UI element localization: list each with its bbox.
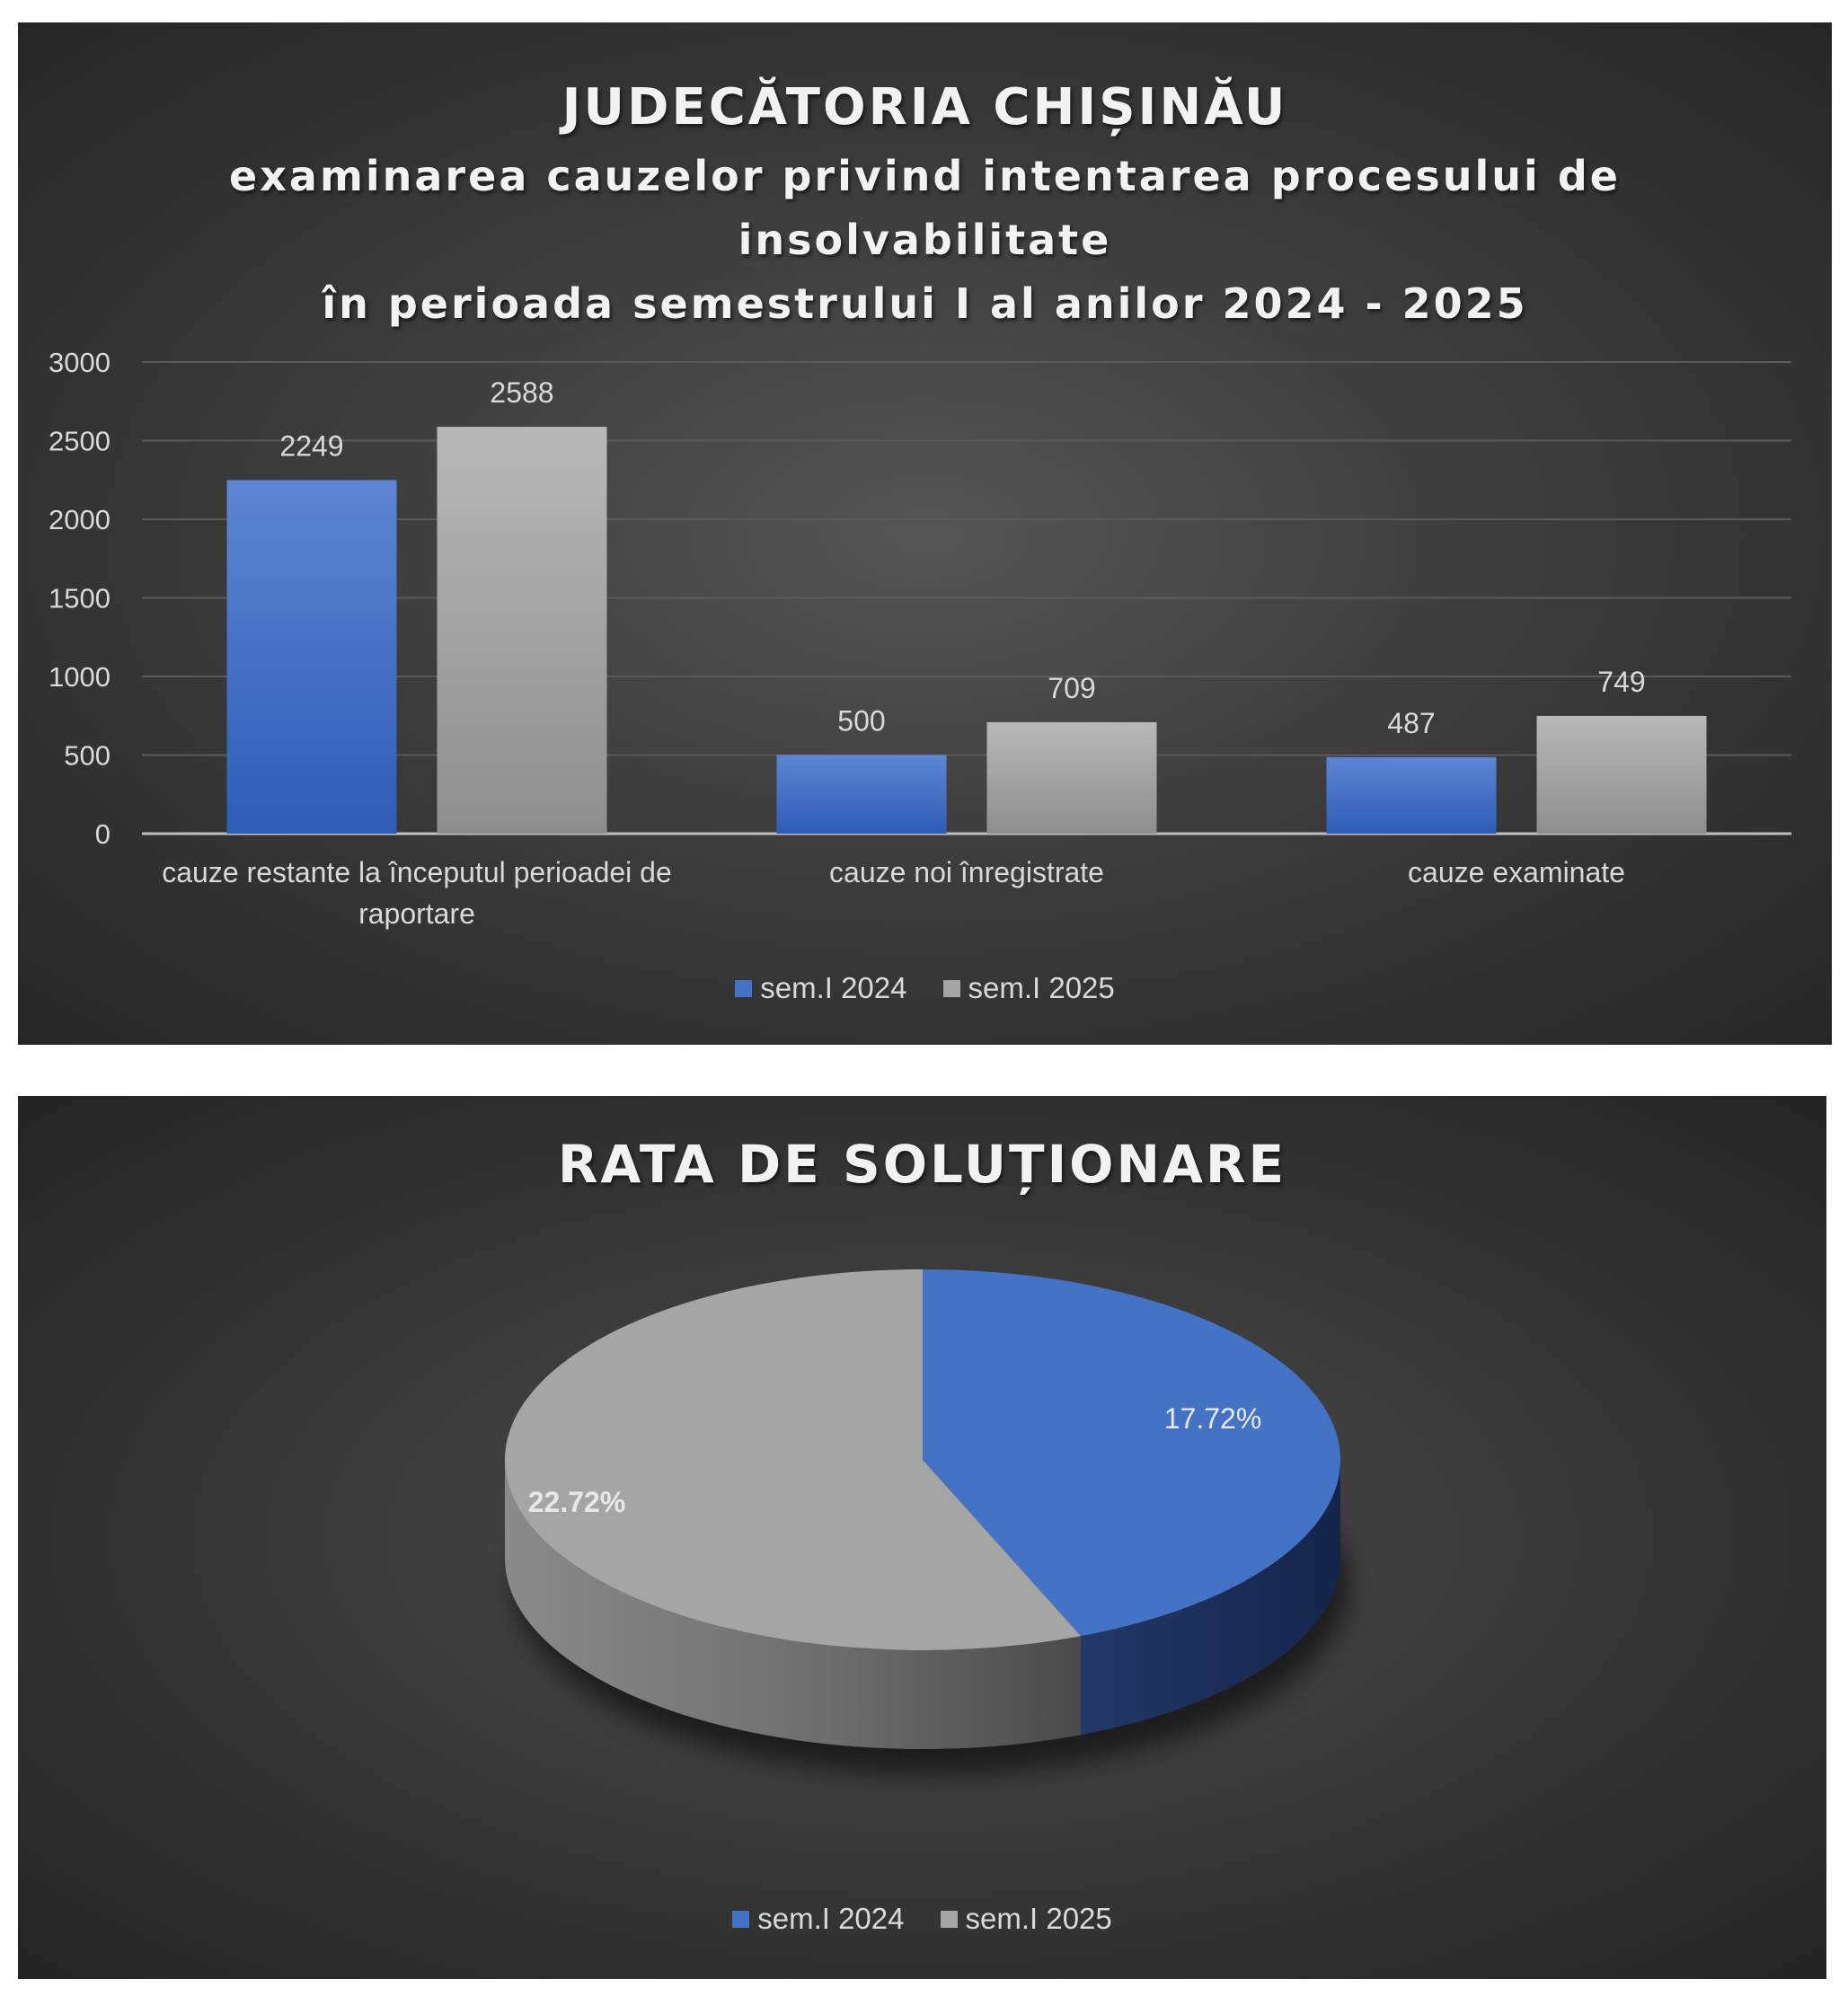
y-tick-label: 0: [94, 818, 111, 850]
bar-chart-plot: [18, 22, 1832, 1045]
pie-legend-label-2025: sem.I 2025: [965, 1902, 1112, 1935]
data-label: 500: [837, 704, 886, 738]
pie-legend-swatch-2025: [941, 1911, 958, 1928]
legend-label-2024: sem.I 2024: [760, 971, 907, 1004]
bar-2025: [1537, 716, 1707, 834]
pie-chart-plot: [18, 1096, 1826, 1979]
y-tick-label: 2500: [49, 425, 111, 457]
x-category-label: raportare: [358, 897, 475, 930]
y-tick-label: 500: [64, 739, 111, 772]
y-tick-label: 1500: [49, 582, 111, 614]
bar-2025: [438, 427, 607, 834]
y-tick-label: 1000: [49, 661, 111, 693]
bar-2024: [777, 756, 947, 835]
pie-chart-legend: [18, 1902, 1826, 1936]
bar-chart-subtitle-line-3: în perioada semestrului I al anilor 2024 - 2025: [322, 279, 1528, 328]
data-label: 749: [1597, 665, 1646, 698]
pie-value-label-2024: 17.72%: [1163, 1402, 1262, 1435]
pie-legend-label-2024: sem.I 2024: [757, 1902, 905, 1935]
pie-chart-title: RATA DE SOLUȚIONARE: [557, 1134, 1287, 1195]
x-category-label: cauze restante la începutul perioadei de: [162, 856, 672, 888]
y-tick-label: 2000: [49, 504, 111, 535]
data-label: 709: [1048, 671, 1096, 704]
y-tick-label: 3000: [49, 347, 111, 378]
x-category-label: cauze noi înregistrate: [829, 856, 1104, 888]
bar-2024: [227, 480, 397, 834]
data-label: 2249: [279, 429, 344, 463]
data-label: 487: [1387, 706, 1436, 739]
legend-swatch-2024: [735, 980, 752, 997]
bar-chart-panel: [18, 22, 1832, 1045]
pie-legend-item-2025: [941, 1902, 1112, 1936]
pie-legend-swatch-2024: [732, 1911, 749, 1928]
pie-value-label-2025: 22.72%: [527, 1486, 626, 1518]
bar-chart-title: JUDECĂTORIA CHIȘINĂU: [561, 78, 1288, 137]
data-label: 2588: [490, 376, 554, 410]
bar-2025: [987, 722, 1157, 834]
pie-chart-panel: [18, 1096, 1826, 1979]
bar-chart-subtitle-line-1: examinarea cauzelor privind intentarea procesului de: [229, 152, 1621, 200]
bar-2024: [1327, 757, 1497, 834]
bar-chart-subtitle-line-2: insolvabilitate: [738, 216, 1112, 264]
bar-chart-legend: [18, 971, 1832, 1005]
legend-label-2025: sem.I 2025: [968, 971, 1115, 1004]
x-category-label: cauze examinate: [1408, 856, 1625, 888]
legend-item-2025: [943, 971, 1115, 1005]
pie-legend-item-2024: [732, 1902, 904, 1936]
legend-swatch-2025: [943, 980, 960, 997]
legend-item-2024: [735, 971, 906, 1005]
